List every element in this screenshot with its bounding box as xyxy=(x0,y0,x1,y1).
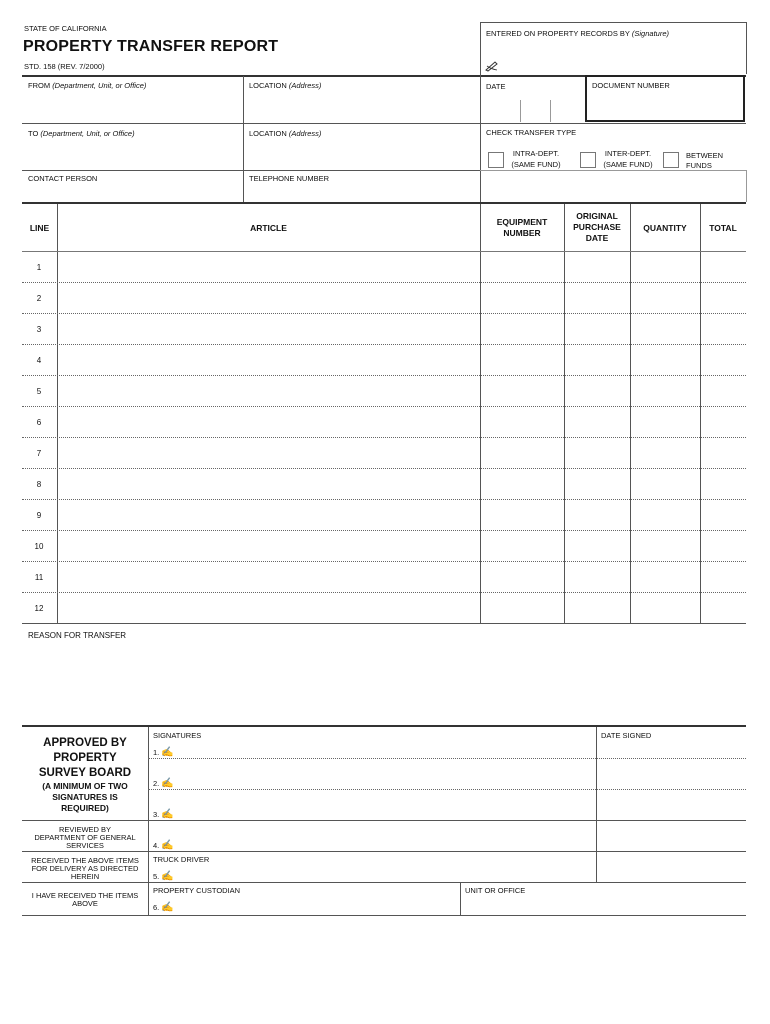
pen-signature-icon: ✍ xyxy=(161,778,174,789)
line-number: 11 xyxy=(34,573,44,582)
property-custodian-label: PROPERTY CUSTODIAN xyxy=(153,886,241,895)
entered-by-signature-field[interactable] xyxy=(480,56,746,74)
intra-dept-checkbox[interactable] xyxy=(488,152,504,168)
to-location-field[interactable] xyxy=(246,140,476,168)
i-have-received-label: I HAVE RECEIVED THE ITEMS ABOVE xyxy=(31,891,139,908)
to-location-label: LOCATION (Address) xyxy=(249,129,322,138)
pen-signature-icon: ✍ xyxy=(161,871,174,882)
date-signed-1-field[interactable] xyxy=(598,760,744,788)
to-label: TO (Department, Unit, or Office) xyxy=(28,129,135,138)
date-signed-2-field[interactable] xyxy=(598,791,744,819)
col-line-header: LINE xyxy=(29,223,50,233)
received-for-delivery-label: RECEIVED THE ABOVE ITEMS FOR DELIVERY AS DIRECTED HEREIN xyxy=(31,856,139,881)
table-row[interactable] xyxy=(22,313,746,344)
reviewed-by-dgs-label: REVIEWED BY DEPARTMENT OF GENERAL SERVICES xyxy=(34,825,136,850)
approved-by-board-label: APPROVED BY PROPERTY SURVEY BOARD xyxy=(38,737,132,779)
signature-5-slot[interactable]: 5. ✍ xyxy=(153,871,174,882)
between-funds-label: BETWEEN FUNDS xyxy=(686,151,724,170)
line-number: 6 xyxy=(36,418,42,427)
reason-label: REASON FOR TRANSFER xyxy=(28,631,127,640)
line-number: 10 xyxy=(34,542,44,551)
to-field[interactable] xyxy=(24,140,240,168)
line-number: 2 xyxy=(36,294,42,303)
table-row[interactable] xyxy=(22,530,746,561)
truck-driver-label: TRUCK DRIVER xyxy=(153,855,210,864)
table-row[interactable] xyxy=(22,437,746,468)
line-number: 3 xyxy=(36,325,42,334)
table-row[interactable] xyxy=(22,344,746,375)
signature-6-slot[interactable]: 6. ✍ xyxy=(153,902,174,913)
unit-or-office-label: UNIT OR OFFICE xyxy=(465,886,526,895)
state-label: STATE OF CALIFORNIA xyxy=(24,24,107,33)
telephone-label: TELEPHONE NUMBER xyxy=(249,174,330,183)
table-row[interactable] xyxy=(22,282,746,313)
table-row[interactable] xyxy=(22,499,746,530)
date-field[interactable] xyxy=(484,94,584,122)
col-article-header: ARTICLE xyxy=(250,223,287,233)
signature-3-slot[interactable]: 3. ✍ xyxy=(153,809,174,820)
line-number: 9 xyxy=(36,511,42,520)
form-title: PROPERTY TRANSFER REPORT xyxy=(23,38,279,55)
form-number: STD. 158 (REV. 7/2000) xyxy=(24,62,105,71)
telephone-field[interactable] xyxy=(246,184,476,200)
contact-person-field[interactable] xyxy=(24,184,240,200)
table-row[interactable] xyxy=(22,592,746,623)
line-number: 5 xyxy=(36,387,42,396)
line-number: 8 xyxy=(36,480,42,489)
from-location-field[interactable] xyxy=(246,92,476,122)
contact-person-label: CONTACT PERSON xyxy=(28,174,98,183)
check-transfer-label: CHECK TRANSFER TYPE xyxy=(486,128,577,137)
signature-4-slot[interactable]: 4. ✍ xyxy=(153,840,174,851)
date-signed-label: DATE SIGNED xyxy=(601,731,652,740)
date-label: DATE xyxy=(486,82,506,91)
pen-signature-icon: ✍ xyxy=(161,809,174,820)
line-number: 4 xyxy=(36,356,42,365)
pen-signature-icon: ✍ xyxy=(161,747,174,758)
pen-signature-icon: ✍ xyxy=(161,840,174,851)
document-number-label: DOCUMENT NUMBER xyxy=(592,81,670,90)
inter-dept-checkbox[interactable] xyxy=(580,152,596,168)
line-number: 7 xyxy=(36,449,42,458)
reason-field[interactable] xyxy=(24,644,744,722)
table-row[interactable] xyxy=(22,468,746,499)
from-location-label: LOCATION (Address) xyxy=(249,81,322,90)
line-number: 12 xyxy=(34,604,44,613)
unit-or-office-field[interactable] xyxy=(463,896,743,913)
table-row[interactable] xyxy=(22,375,746,406)
from-label: FROM (Department, Unit, or Office) xyxy=(28,81,147,90)
col-original-purchase-date-header: ORIGINAL PURCHASE DATE xyxy=(573,211,621,243)
signature-2-slot[interactable]: 2. ✍ xyxy=(153,778,174,789)
entered-by-label: ENTERED ON PROPERTY RECORDS BY (Signature) xyxy=(486,29,669,38)
table-row[interactable] xyxy=(22,251,746,282)
inter-dept-label: INTER-DEPT. (SAME FUND) xyxy=(603,149,653,169)
col-total-header: TOTAL xyxy=(709,223,737,233)
line-number: 1 xyxy=(36,263,42,272)
min-signatures-note: (A MINIMUM OF TWO SIGNATURES IS REQUIRED) xyxy=(42,781,128,813)
signature-1-slot[interactable]: 1. ✍ xyxy=(153,747,174,758)
pen-signature-icon: ✍ xyxy=(161,902,174,913)
table-row[interactable] xyxy=(22,406,746,437)
col-equipment-header: EQUIPMENT NUMBER xyxy=(496,217,548,238)
intra-dept-label: INTRA-DEPT. (SAME FUND) xyxy=(511,149,561,169)
signatures-label: SIGNATURES xyxy=(153,731,202,740)
col-quantity-header: QUANTITY xyxy=(643,223,687,233)
table-row[interactable] xyxy=(22,561,746,592)
between-funds-checkbox[interactable] xyxy=(663,152,679,168)
from-field[interactable] xyxy=(24,92,240,122)
